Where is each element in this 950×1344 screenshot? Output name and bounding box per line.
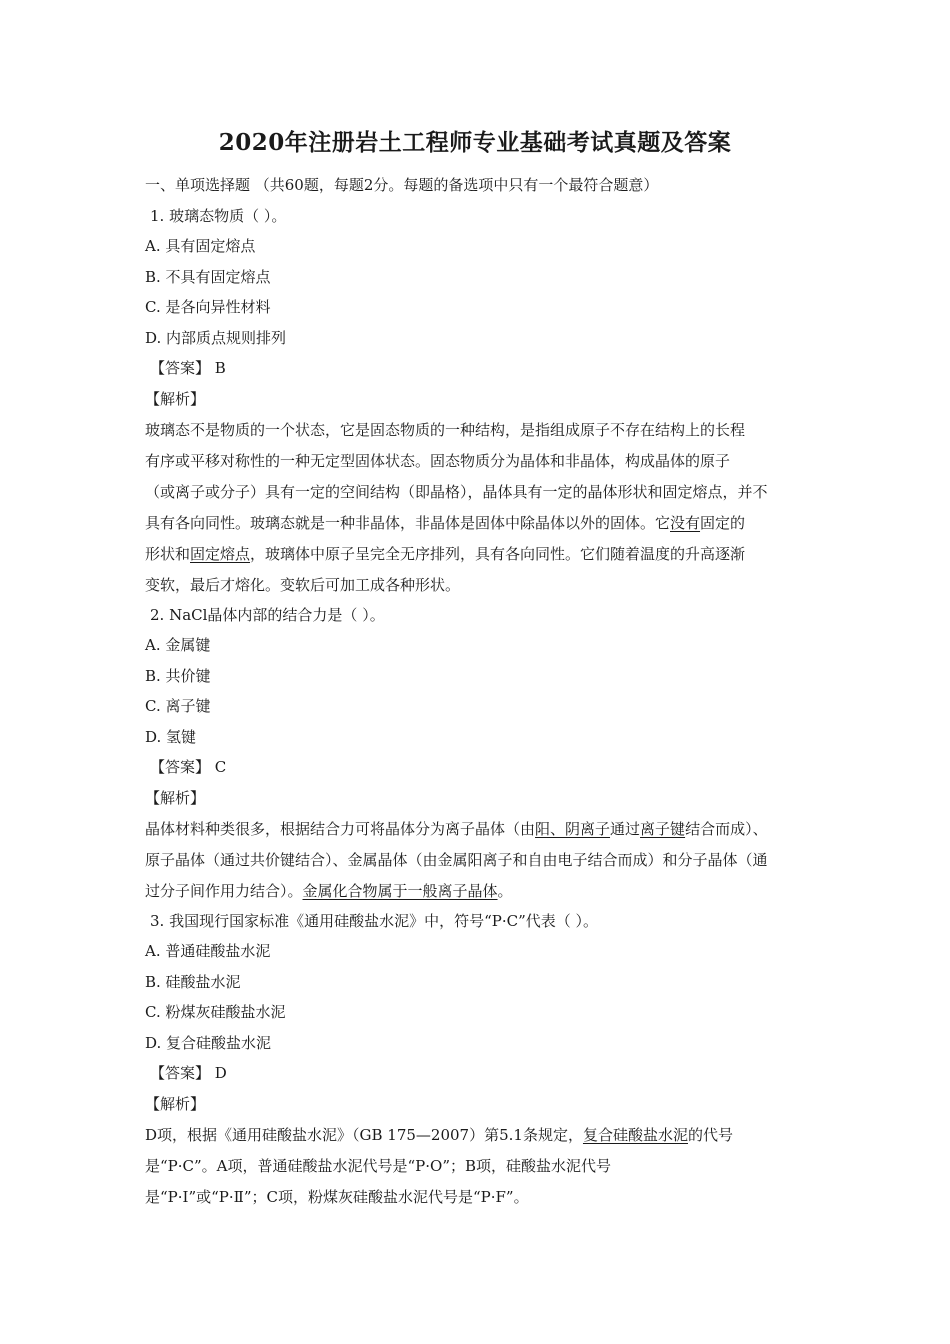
question-2-analysis-line [145,819,768,839]
question-2-option-d: D. 氢键 [145,728,197,746]
underlined-term: 固定熔点 [190,545,251,563]
question-2-option-b: B. 共价键 [145,667,211,685]
analysis-text: 晶体材料种类很多，根据结合力可将晶体分为离子晶体（由 [145,820,536,838]
question-2-analysis-line [145,881,513,901]
question-1-analysis-label: 【解析】 [145,390,206,408]
question-3-analysis-line: 是“P·C”。A项，普通硅酸盐水泥代号是“P·O”；B项，硅酸盐水泥代号 [145,1157,612,1175]
analysis-text: 过分子间作用力结合）。 [145,882,303,900]
underlined-term: 阳、阴离子 [535,820,611,838]
question-2-stem: 2. NaCl晶体内部的结合力是（ ）。 [150,606,385,624]
question-1-option-c: C. 是各向异性材料 [145,298,271,316]
answer-value: B [214,359,226,377]
answer-value: C [214,758,227,776]
question-3-option-c: C. 粉煤灰硅酸盐水泥 [145,1003,286,1021]
question-1-option-d: D. 内部质点规则排列 [145,329,287,347]
document-title: 2020年注册岩土工程师专业基础考试真题及答案 [218,129,732,156]
analysis-text: 通过 [610,820,641,838]
question-1-analysis-line [145,544,745,564]
answer-label: 【答案】 [150,1064,211,1082]
underlined-term: 复合硅酸盐水泥 [582,1126,688,1144]
underlined-term: 离子键 [640,820,686,838]
analysis-text: 的代号 [687,1126,733,1144]
question-1-option-b: B. 不具有固定熔点 [145,268,271,286]
question-1-analysis-line: 玻璃态不是物质的一个状态，它是固态物质的一种结构，是指组成原子不存在结构上的长程 [145,421,746,439]
analysis-text: 具有各向同性。玻璃态就是一种非晶体，非晶体是固体中除晶体以外的固体。它 [145,514,671,532]
question-3-option-b: B. 硅酸盐水泥 [145,973,241,991]
question-3-answer [150,1063,227,1083]
underlined-term: 没有 [670,514,701,532]
question-3-option-d: D. 复合硅酸盐水泥 [145,1034,272,1052]
question-1-analysis-line: 变软，最后才熔化。变软后可加工成各种形状。 [145,576,461,594]
analysis-text: 形状和 [145,545,191,563]
question-1-analysis-line: （或离子或分子）具有一定的空间结构（即晶格），晶体具有一定的晶体形状和固定熔点，并不 [145,483,768,501]
question-1-stem: 1. 玻璃态物质（ ）。 [150,207,287,225]
question-2-answer [150,757,226,777]
analysis-text: D项，根据《通用硅酸盐水泥》（GB 175—2007）第5.1条规定， [145,1126,583,1144]
analysis-text: ，玻璃体中原子呈完全无序排列，具有各向同性。它们随着温度的升高逐渐 [250,545,746,563]
question-1-analysis-line [145,513,745,533]
answer-label: 【答案】 [150,758,211,776]
analysis-text: 。 [497,882,513,900]
question-3-stem: 3. 我国现行国家标准《通用硅酸盐水泥》中，符号“P·C”代表（ ）。 [150,912,599,930]
question-3-analysis-line: 是“P·Ⅰ”或“P·Ⅱ”；C项，粉煤灰硅酸盐水泥代号是“P·F”。 [145,1188,529,1206]
underlined-term: 金属化合物属于一般离子晶体 [302,882,498,900]
question-2-analysis-line: 原子晶体（通过共价键结合）、金属晶体（由金属阳离子和自由电子结合而成）和分子晶体（通 [145,851,768,869]
question-2-option-c: C. 离子键 [145,697,211,715]
question-3-analysis-line [145,1125,733,1145]
question-1-option-a: A. 具有固定熔点 [145,237,256,255]
question-1-analysis-line: 有序或平移对称性的一种无定型固体状态。固态物质分为晶体和非晶体，构成晶体的原子 [145,452,731,470]
analysis-text: 结合而成）、 [685,820,768,838]
question-2-analysis-label: 【解析】 [145,789,206,807]
question-1-answer [150,358,226,378]
section-header: 一、单项选择题 （共60题，每题2分。每题的备选项中只有一个最符合题意） [145,176,659,194]
answer-value: D [214,1064,227,1082]
question-3-analysis-label: 【解析】 [145,1095,206,1113]
question-2-option-a: A. 金属键 [145,636,211,654]
analysis-text: 固定的 [700,514,746,532]
question-3-option-a: A. 普通硅酸盐水泥 [145,942,271,960]
answer-label: 【答案】 [150,359,211,377]
